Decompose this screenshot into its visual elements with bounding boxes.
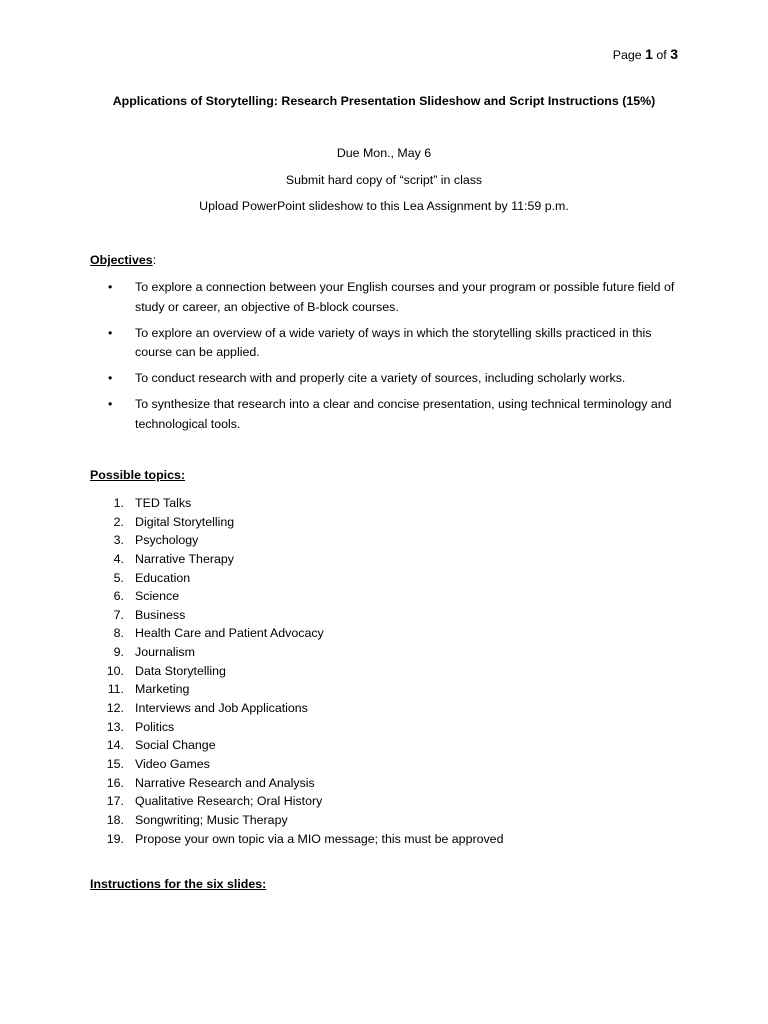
objective-item bbox=[90, 369, 690, 389]
topic-text: Health Care and Patient Advocacy bbox=[135, 626, 324, 641]
objectives-heading bbox=[90, 253, 156, 267]
topic-text: Narrative Therapy bbox=[135, 551, 234, 566]
topic-item bbox=[90, 587, 503, 606]
objective-item bbox=[90, 395, 690, 434]
topic-number: 9. bbox=[113, 645, 124, 660]
topic-item bbox=[90, 606, 503, 625]
slides-instructions-heading: Instructions for the six slides: bbox=[90, 877, 267, 891]
topic-text: Journalism bbox=[135, 645, 195, 660]
topic-text: Qualitative Research; Oral History bbox=[135, 794, 323, 809]
bullet-icon: • bbox=[108, 325, 113, 340]
topic-item bbox=[90, 699, 503, 718]
topic-number: 16. bbox=[106, 775, 124, 790]
topic-item bbox=[90, 830, 503, 849]
bullet-icon: • bbox=[108, 371, 113, 385]
objectives-list bbox=[90, 278, 690, 441]
bullet-icon: • bbox=[108, 280, 113, 294]
topic-text: Video Games bbox=[135, 756, 210, 771]
topic-number: 2. bbox=[113, 514, 124, 529]
topic-number: 18. bbox=[106, 812, 124, 827]
topic-number: 10. bbox=[106, 663, 124, 678]
topic-item bbox=[90, 624, 503, 643]
page-current: 1 bbox=[645, 46, 653, 62]
topic-item bbox=[90, 736, 503, 755]
topic-item bbox=[90, 811, 503, 830]
topic-number: 12. bbox=[106, 701, 124, 716]
topic-number: 1. bbox=[113, 496, 124, 510]
due-date-line: Due Mon., May 6 bbox=[336, 146, 432, 160]
topic-text: Psychology bbox=[135, 533, 199, 548]
topic-number: 15. bbox=[106, 756, 124, 771]
topic-text: Interviews and Job Applications bbox=[135, 701, 308, 716]
topic-number: 8. bbox=[113, 626, 124, 641]
objective-text: To conduct research with and properly cite a variety of sources, including scholarly works. bbox=[135, 371, 626, 385]
document-title: Applications of Storytelling: Research Presentation Slideshow and Script Instructions (15%) bbox=[112, 94, 656, 108]
hard-copy-line: Submit hard copy of “script” in class bbox=[285, 173, 483, 187]
topic-number: 19. bbox=[106, 831, 124, 846]
topic-text: Politics bbox=[135, 719, 175, 734]
objective-item bbox=[90, 278, 690, 317]
page-total: 3 bbox=[670, 46, 678, 62]
topic-number: 3. bbox=[113, 533, 124, 548]
topic-text: TED Talks bbox=[135, 496, 192, 510]
topic-number: 7. bbox=[113, 607, 124, 622]
topic-item bbox=[90, 755, 503, 774]
topic-item bbox=[90, 680, 503, 699]
objective-text: To synthesize that research into a clear and concise presentation, using technical terminology and technological tools. bbox=[135, 397, 672, 431]
topic-text: Narrative Research and Analysis bbox=[135, 775, 315, 790]
topic-text: Songwriting; Music Therapy bbox=[135, 812, 288, 827]
bullet-icon: • bbox=[108, 397, 113, 411]
topic-number: 6. bbox=[113, 589, 124, 604]
objective-text: To explore a connection between your English courses and your program or possible future field of study or career, an objective of B-block courses. bbox=[135, 280, 675, 314]
upload-line: Upload PowerPoint slideshow to this Lea Assignment by 11:59 p.m. bbox=[199, 199, 569, 213]
topic-item bbox=[90, 550, 503, 569]
topic-number: 11. bbox=[107, 682, 124, 697]
topic-item bbox=[90, 494, 503, 513]
topic-item bbox=[90, 643, 503, 662]
topic-item bbox=[90, 531, 503, 550]
topics-list bbox=[90, 494, 503, 848]
topic-number: 4. bbox=[113, 551, 124, 566]
topic-text: Social Change bbox=[135, 738, 216, 753]
topic-number: 17. bbox=[106, 794, 124, 809]
topic-number: 13. bbox=[106, 719, 124, 734]
topic-text: Education bbox=[135, 570, 191, 585]
topic-text: Data Storytelling bbox=[135, 663, 226, 678]
topic-item bbox=[90, 718, 503, 737]
topics-heading: Possible topics: bbox=[90, 468, 186, 482]
topic-text: Business bbox=[135, 607, 186, 622]
topic-number: 14. bbox=[106, 738, 124, 753]
topic-item bbox=[90, 792, 503, 811]
objectives-heading-text: Objectives bbox=[90, 253, 153, 267]
topic-item bbox=[90, 662, 503, 681]
objective-text: To explore an overview of a wide variety of ways in which the storytelling skills practiced in this course can be applied. bbox=[135, 325, 652, 359]
objectives-heading-colon: : bbox=[152, 253, 157, 267]
topic-text: Propose your own topic via a MIO message; this must be approved bbox=[135, 831, 504, 846]
topic-item bbox=[90, 774, 503, 793]
topic-item bbox=[90, 569, 503, 588]
topic-text: Science bbox=[135, 589, 180, 604]
topic-text: Digital Storytelling bbox=[135, 514, 235, 529]
page-number bbox=[613, 46, 678, 62]
topic-text: Marketing bbox=[135, 682, 190, 697]
page-of: of bbox=[656, 48, 667, 62]
page-prefix: Page bbox=[612, 48, 642, 62]
objective-item bbox=[90, 324, 690, 363]
topic-item bbox=[90, 513, 503, 532]
topic-number: 5. bbox=[113, 570, 124, 585]
